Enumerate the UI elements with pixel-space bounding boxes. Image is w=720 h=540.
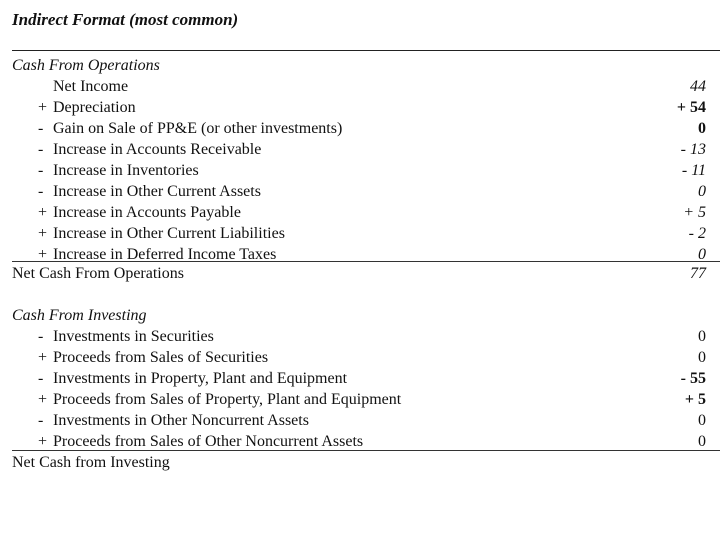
investing-item-row [12, 368, 720, 389]
operations-item-label: Increase in Accounts Receivable [53, 141, 262, 158]
operations-item-sign: + [38, 204, 48, 221]
operations-item-label: Net Income [53, 78, 129, 95]
investing-total-label: Net Cash from Investing [12, 454, 170, 471]
investing-item-label: Investments in Securities [53, 328, 214, 345]
operations-item-value: - 13 [680, 141, 706, 158]
investing-item-value: 0 [698, 412, 706, 429]
investing-item-sign: - [38, 370, 44, 387]
investing-item-label: Proceeds from Sales of Other Noncurrent Assets [53, 433, 364, 450]
investing-total-row [12, 452, 720, 473]
operations-total-value: 77 [690, 265, 706, 282]
investing-item-label: Proceeds from Sales of Property, Plant and Equipment [53, 391, 402, 408]
operations-item-sign: - [38, 183, 44, 200]
title-divider [12, 50, 720, 51]
investing-item-value: 0 [698, 349, 706, 366]
operations-heading [12, 55, 720, 76]
investing-item-label: Investments in Property, Plant and Equipment [53, 370, 348, 387]
operations-item-row [12, 76, 720, 97]
investing-item-label: Investments in Other Noncurrent Assets [53, 412, 309, 429]
operations-item-value: + 5 [683, 204, 706, 221]
investing-item-row [12, 410, 720, 431]
operations-heading-label: Cash From Operations [12, 57, 160, 74]
operations-total-label: Net Cash From Operations [12, 265, 184, 282]
investing-item-value: 0 [698, 328, 706, 345]
investing-item-label: Proceeds from Sales of Securities [53, 349, 269, 366]
investing-item-sign: + [38, 433, 48, 450]
operations-item-row [12, 118, 720, 139]
investing-item-value: + 5 [684, 391, 706, 408]
operations-item-row [12, 181, 720, 202]
operations-item-row [12, 139, 720, 160]
operations-item-row [12, 202, 720, 223]
operations-item-value: 0 [698, 120, 706, 137]
operations-item-label: Increase in Deferred Income Taxes [53, 246, 277, 263]
operations-item-value: - 11 [681, 162, 706, 179]
investing-item-row [12, 431, 720, 452]
operations-item-label: Depreciation [53, 99, 136, 116]
operations-total-divider [12, 261, 720, 262]
operations-item-row [12, 160, 720, 181]
operations-item-value: 0 [698, 183, 706, 200]
operations-item-sign: - [38, 120, 44, 137]
page-title: Indirect Format (most common) [12, 10, 239, 29]
operations-item-value: 44 [690, 78, 706, 95]
investing-item-value: 0 [698, 433, 706, 450]
operations-item-label: Increase in Accounts Payable [53, 204, 241, 221]
investing-item-row [12, 347, 720, 368]
investing-item-sign: - [38, 412, 44, 429]
investing-item-sign: + [38, 391, 48, 408]
operations-item-label: Increase in Other Current Liabilities [53, 225, 285, 242]
operations-item-sign: - [38, 162, 44, 179]
operations-item-value: - 2 [688, 225, 706, 242]
investing-item-sign: - [38, 328, 44, 345]
operations-item-sign: - [38, 141, 44, 158]
operations-item-sign: + [38, 225, 48, 242]
operations-item-label: Increase in Other Current Assets [53, 183, 261, 200]
investing-heading [12, 305, 720, 326]
operations-item-value: 0 [698, 246, 706, 263]
operations-item-sign: + [38, 246, 48, 263]
operations-total-row [12, 263, 720, 284]
investing-item-row [12, 326, 720, 347]
operations-item-label: Gain on Sale of PP&E (or other investments) [53, 120, 343, 137]
investing-item-row [12, 389, 720, 410]
investing-total-divider [12, 450, 720, 451]
operations-item-label: Increase in Inventories [53, 162, 199, 179]
operations-item-value: + 54 [676, 99, 706, 116]
investing-heading-label: Cash From Investing [12, 307, 147, 324]
operations-item-row [12, 223, 720, 244]
operations-item-sign: + [38, 99, 48, 116]
investing-item-sign: + [38, 349, 48, 366]
investing-item-value: - 55 [680, 370, 706, 387]
operations-item-row [12, 97, 720, 118]
